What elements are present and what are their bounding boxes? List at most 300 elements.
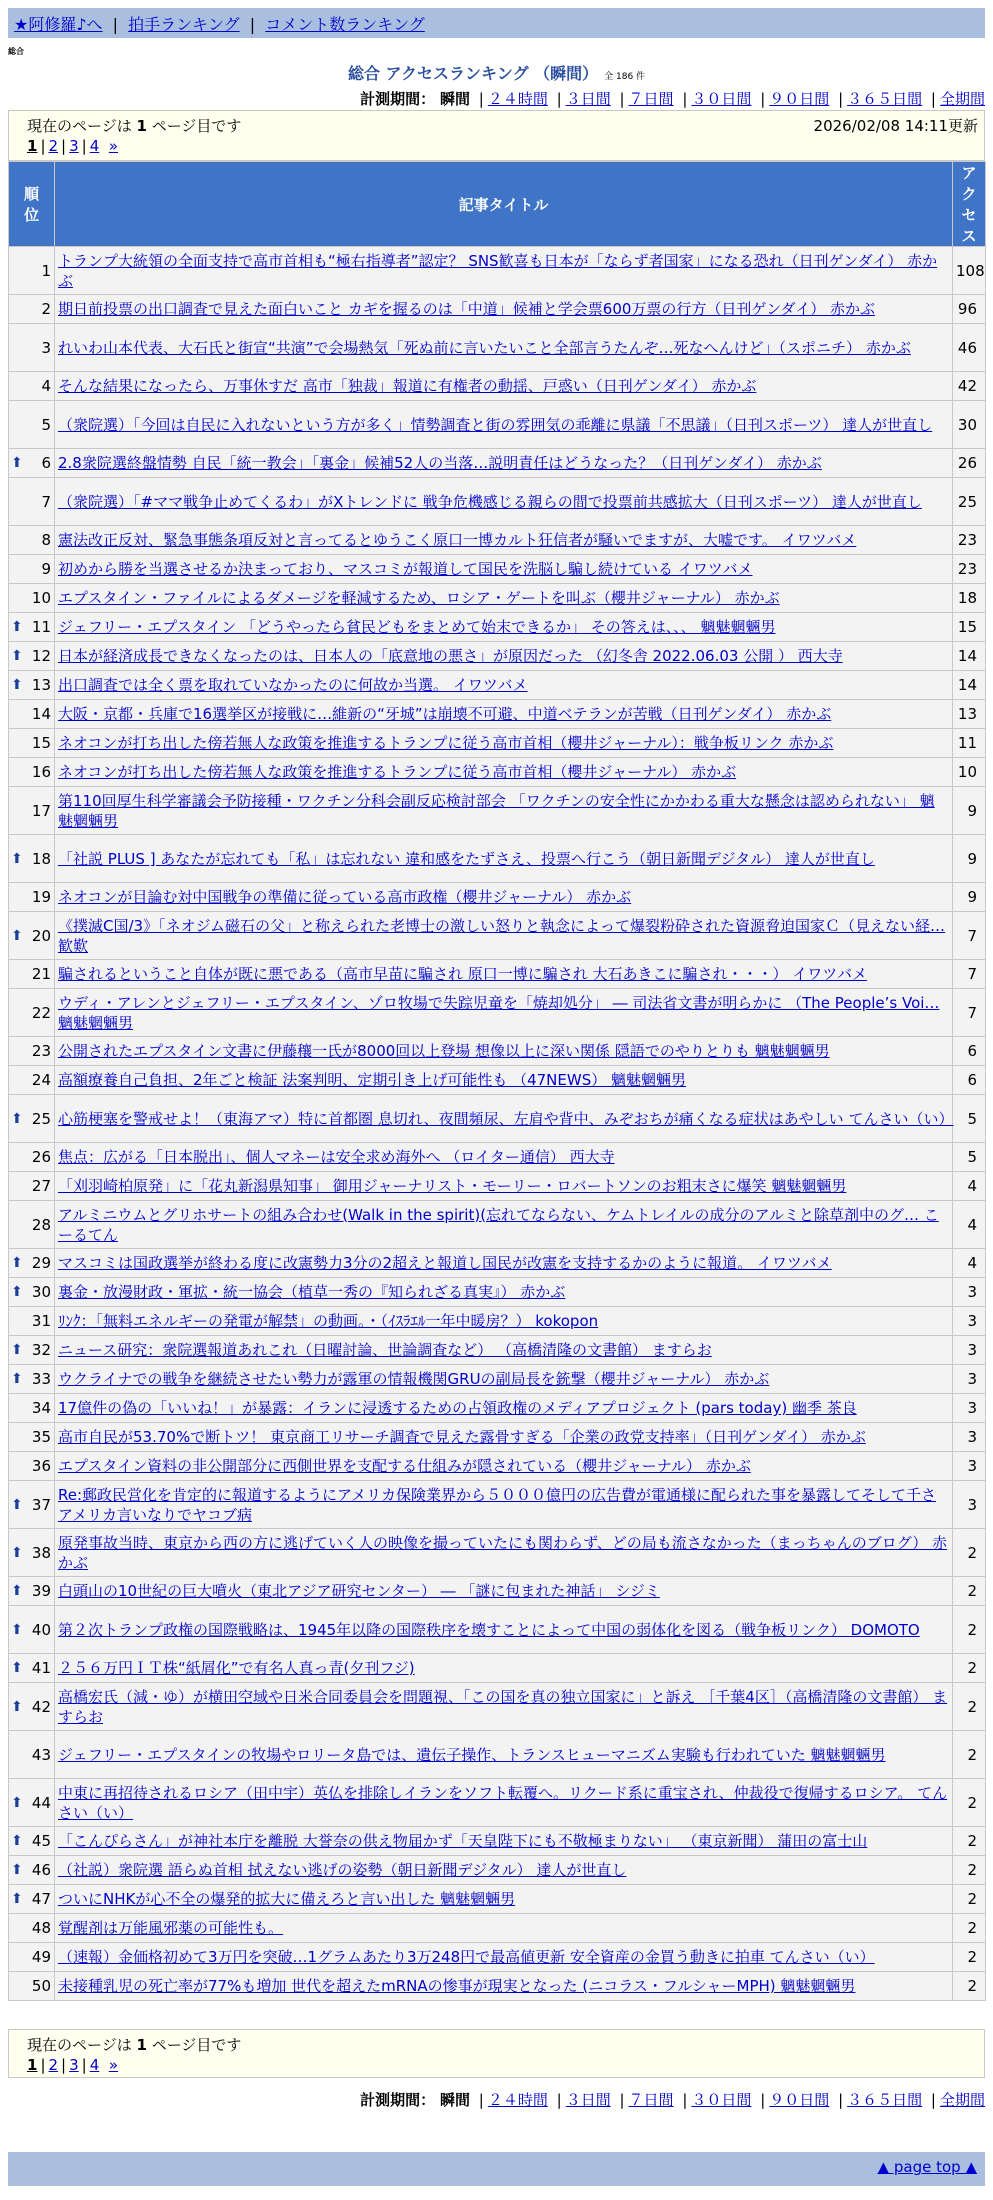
title-cell <box>55 989 953 1037</box>
rank-cell <box>9 1172 55 1201</box>
title-cell <box>55 835 953 883</box>
title-cell <box>55 1143 953 1172</box>
title-cell <box>55 1423 953 1452</box>
rank-number: 11 <box>31 618 51 636</box>
title-cell <box>55 1654 953 1683</box>
rank-number: 4 <box>41 377 51 395</box>
table-row <box>9 1423 986 1452</box>
page-info: 現在のページは 1 ページ目です <box>27 117 242 135</box>
period-90d[interactable]: ９０日間 <box>769 90 830 108</box>
article-link[interactable]: 「刈羽崎柏原発」に「花丸新潟県知事」 御用ジャーナリスト・モーリー・ロバートソンのお粗末さに爆笑 魑魅魍魎男 <box>58 1177 847 1195</box>
home-link[interactable]: ★阿修羅♪へ <box>14 15 103 34</box>
table-row <box>9 449 986 478</box>
title-cell <box>55 1779 953 1827</box>
title-cell <box>55 1336 953 1365</box>
rank-cell <box>9 1779 55 1827</box>
article-link[interactable]: ネオコンが目論む対中国戦争の準備に従っている高市政権（櫻井ジャーナル） 赤かぶ <box>58 888 632 906</box>
rank-cell <box>9 1481 55 1529</box>
article-link[interactable]: 原発事故当時、東京から西の方に逃げていく人の映像を撮っていたにも関わらず、どの局も流さなかった（まっちゃんのブログ） 赤かぶ <box>58 1533 948 1572</box>
rank-up-arrow-icon: ⬆ <box>11 677 23 693</box>
article-link[interactable]: 未接種乳児の死亡率が77%も増加 世代を超えたmRNAの惨事が現実となった (ニコラス・フルシャーMPH) 魑魅魍魎男 <box>58 1977 856 1995</box>
rank-number: 12 <box>31 647 51 665</box>
title-cell <box>55 1731 953 1779</box>
article-link[interactable]: （速報）金価格初めて3万円を突破…1グラムあたり3万248円で最高値更新 安全資産の金買う動きに拍車 てんさい（い） <box>58 1948 875 1966</box>
period-24h[interactable]: ２４時間 <box>487 90 548 108</box>
table-row <box>9 1336 986 1365</box>
period-label: 計測期間： <box>360 2091 436 2109</box>
article-link[interactable]: トランプ大統領の全面支持で高市首相も“極右指導者”認定？ SNS歓喜も日本が「ならず者国家」になる恐れ（日刊ゲンダイ） 赤かぶ <box>58 251 938 290</box>
table-row <box>9 1394 986 1423</box>
article-link[interactable]: 高橋宏氏（減・ゆ）が横田空域や日米合同委員会を問題視、「この国を真の独立国家に」と訴え ［千葉4区］（高橋清隆の文書館） ますらお <box>58 1687 948 1726</box>
rank-number: 33 <box>31 1370 51 1388</box>
title-cell <box>55 883 953 912</box>
rank-cell <box>9 1577 55 1606</box>
rank-cell <box>9 883 55 912</box>
rank-number: 34 <box>31 1399 51 1417</box>
table-row <box>9 758 986 787</box>
title-cell <box>55 1481 953 1529</box>
article-link[interactable]: ジェフリー・エプスタイン 「どうやったら貧民どもをまとめて始末できるか」 その答えは、、、 魑魅魍魎男 <box>58 618 776 636</box>
page-4-link[interactable]: 4 <box>89 2056 100 2074</box>
title-cell <box>55 401 953 449</box>
table-row <box>9 1172 986 1201</box>
access-count: 14 <box>953 671 986 700</box>
article-link[interactable]: エプスタイン・ファイルによるダメージを軽減するため、ロシア・ゲートを叫ぶ（櫻井ジャーナル） 赤かぶ <box>58 589 780 607</box>
table-row <box>9 787 986 835</box>
article-link[interactable]: 《撲滅C国/3》「ネオジム磁石の父」と称えられた老博士の激しい怒りと執念によって爆裂粉砕された資源脅迫国家Ｃ（見えない経… 歓歎 <box>58 916 945 955</box>
rank-number: 48 <box>31 1919 51 1937</box>
rank-number: 32 <box>31 1341 51 1359</box>
rank-cell <box>9 247 55 295</box>
access-count: 2 <box>953 1529 986 1577</box>
title-cell <box>55 1066 953 1095</box>
rank-cell <box>9 449 55 478</box>
rank-cell <box>9 1606 55 1654</box>
access-count: 30 <box>953 401 986 449</box>
rank-up-arrow-icon: ⬆ <box>11 1621 23 1638</box>
access-count: 3 <box>953 1278 986 1307</box>
rank-cell <box>9 1066 55 1095</box>
rank-cell <box>9 1423 55 1452</box>
rank-number: 2 <box>41 300 51 318</box>
table-row <box>9 1577 986 1606</box>
pagination: 1 | 2 | 3 | 4 » <box>27 137 118 155</box>
rank-cell <box>9 1037 55 1066</box>
rank-cell <box>9 1885 55 1914</box>
article-link[interactable]: 裏金・放漫財政・軍拡・統一協会（植草一秀の『知られざる真実』） 赤かぶ <box>58 1283 566 1301</box>
article-link[interactable]: 騙されるということ自体が既に悪である（高市早苗に騙され 原口一博に騙され 大石あきこに騙され・・・） イワツバメ <box>58 965 868 983</box>
article-link[interactable]: 公開されたエプスタイン文書に伊藤穰一氏が8000回以上登場 想像以上に深い関係 隠語でのやりとりも 魑魅魍魎男 <box>58 1042 830 1060</box>
pagination: 1 | 2 | 3 | 4 » <box>27 2056 118 2074</box>
rank-cell <box>9 1914 55 1943</box>
rank-number: 28 <box>31 1215 51 1234</box>
access-count: 5 <box>953 1143 986 1172</box>
total-count: 全 186 件 <box>604 72 646 82</box>
table-row <box>9 700 986 729</box>
table-row <box>9 912 986 960</box>
title-cell <box>55 1683 953 1731</box>
access-count: 2 <box>953 1914 986 1943</box>
pagination-panel-top <box>8 110 985 161</box>
table-row <box>9 1307 986 1336</box>
period-current: 瞬間 <box>439 2091 470 2109</box>
rank-cell <box>9 1452 55 1481</box>
article-link[interactable]: ウディ・アレンとジェフリー・エプスタイン、ゾロ牧場で失踪児童を「焼却処分」 ― 司法省文書が明らかに （The People’s Voi… 魑魅魍魎男 <box>58 993 940 1032</box>
article-link[interactable]: （社説）衆院選 語らぬ首相 拭えない逃げの姿勢（朝日新聞デジタル） 達人が世直し <box>58 1861 627 1879</box>
title-cell <box>55 1577 953 1606</box>
rank-up-arrow-icon: ⬆ <box>11 1371 23 1387</box>
nav-separator: | <box>112 15 119 34</box>
rank-up-arrow-icon: ⬆ <box>11 1862 23 1878</box>
access-count: 2 <box>953 1577 986 1606</box>
ranking-table <box>8 161 986 2001</box>
access-count: 3 <box>953 1307 986 1336</box>
article-link[interactable]: 覚醒剤は万能風邪薬の可能性も。 <box>58 1919 284 1937</box>
rank-up-arrow-icon: ⬆ <box>11 1891 23 1907</box>
article-link[interactable]: ﾘﾝｸ：「無料エネルギーの発電が解禁」の動画。・（ｲｽﾗｴﾙ一年中暖房？） kokopon <box>58 1312 599 1330</box>
title-cell <box>55 324 953 372</box>
page-2-link[interactable]: 2 <box>48 137 59 155</box>
rank-cell <box>9 401 55 449</box>
article-link[interactable]: ウクライナでの戦争を継続させたい勢力が露軍の情報機関GRUの副局長を銃撃（櫻井ジャーナル） 赤かぶ <box>58 1370 770 1388</box>
access-count: 2 <box>953 1827 986 1856</box>
page-top-link[interactable]: ▲ page top ▲ <box>877 2158 977 2176</box>
table-row <box>9 1972 986 2001</box>
article-link[interactable]: 出口調査では全く票を取れていなかったのに何故か当選。 イワツバメ <box>58 676 528 694</box>
access-count: 7 <box>953 960 986 989</box>
article-link[interactable]: ２５６万円ＩＴ株“紙屑化”で有名人真っ青(夕刊フジ) <box>58 1659 415 1677</box>
article-link[interactable]: 白頭山の10世紀の巨大噴火（東北アジア研究センター） ― 「謎に包まれた神話」 シジミ <box>58 1582 660 1600</box>
period-90d[interactable]: ９０日間 <box>769 2091 830 2109</box>
article-link[interactable]: 17億件の偽の「いいね！」が暴露：イランに浸透するための占領政権のメディアプロジェクト (pars today) 幽季 茶良 <box>58 1399 857 1417</box>
access-count: 10 <box>953 758 986 787</box>
period-current: 瞬間 <box>439 90 470 108</box>
rank-number: 30 <box>31 1283 51 1301</box>
rank-cell <box>9 295 55 324</box>
title-cell <box>55 1278 953 1307</box>
rank-cell <box>9 1336 55 1365</box>
rank-number: 22 <box>31 1003 51 1022</box>
rank-number: 31 <box>31 1312 51 1330</box>
access-count: 2 <box>953 1654 986 1683</box>
article-link[interactable]: 高額療養自己負担、2年ごと検証 法案判明、定期引き上げ可能性も （47NEWS） 魑魅魍魎男 <box>58 1071 686 1089</box>
article-link[interactable]: 第２次トランプ政権の国際戦略は、1945年以降の国際秩序を壊すことによって中国の弱体化を図る（戦争板リンク） DOMOTO <box>58 1620 920 1639</box>
article-link[interactable]: 心筋梗塞を警戒せよ！（東海アマ）特に首都圏 息切れ、夜間頻尿、左肩や背中、みぞおちが痛くなる症状はあやしい てんさい（い） <box>58 1109 954 1128</box>
page-3-link[interactable]: 3 <box>69 2056 79 2074</box>
article-link[interactable]: 期日前投票の出口調査で見えた面白いこと カギを握るのは「中道」候補と学会票600万票の行方（日刊ゲンダイ） 赤かぶ <box>58 300 875 318</box>
table-row <box>9 1779 986 1827</box>
rank-up-arrow-icon: ⬆ <box>11 1583 23 1599</box>
article-link[interactable]: 「社説 PLUS ] あなたが忘れても「私」は忘れない 違和感をたずさえ、投票へ行こう（朝日新聞デジタル） 達人が世直し <box>58 849 875 868</box>
rank-cell <box>9 671 55 700</box>
table-row <box>9 1654 986 1683</box>
title-cell <box>55 1095 953 1143</box>
rank-number: 5 <box>41 415 51 434</box>
article-link[interactable]: （衆院選）「#ママ戦争止めてくるわ」がXトレンドに 戦争危機感じる親らの間で投票前共感拡大（日刊スポーツ） 達人が世直し <box>58 492 922 511</box>
rank-number: 37 <box>31 1495 51 1514</box>
rank-cell <box>9 912 55 960</box>
title-cell <box>55 555 953 584</box>
period-all[interactable]: 全期間 <box>939 90 985 108</box>
rank-up-arrow-icon: ⬆ <box>11 648 23 664</box>
rank-number: 6 <box>41 454 51 472</box>
rank-cell <box>9 835 55 883</box>
article-link[interactable]: ニュース研究：衆院選報道あれこれ（日曜討論、世論調査など） （高橋清隆の文書館） ますらお <box>58 1341 712 1359</box>
title-cell <box>55 642 953 671</box>
page-current: 1 <box>27 2056 38 2074</box>
table-row <box>9 1452 986 1481</box>
table-row <box>9 1037 986 1066</box>
article-link[interactable]: れいわ山本代表、大石氏と街宣“共演”で会場熱気「死ぬ前に言いたいこと全部言うたんぞ…死なへんけど」（スポニチ） 赤かぶ <box>58 338 911 357</box>
article-link[interactable]: （衆院選）「今回は自民に入れないという方が多く」情勢調査と街の雰囲気の乖離に県議「不思議」（日刊スポーツ） 達人が世直し <box>58 415 933 434</box>
title-cell <box>55 1172 953 1201</box>
article-link[interactable]: 焦点：広がる「日本脱出」、個人マネーは安全求め海外へ （ロイター通信） 西大寺 <box>58 1148 615 1166</box>
article-link[interactable]: 第110回厚生科学審議会予防接種・ワクチン分科会副反応検討部会 「ワクチンの安全性にかかわる重大な懸念は認められない」 魑魅魍魎男 <box>58 791 935 830</box>
rank-number: 42 <box>31 1697 51 1716</box>
title-cell <box>55 1856 953 1885</box>
rank-cell <box>9 787 55 835</box>
rank-cell <box>9 324 55 372</box>
access-count: 3 <box>953 1394 986 1423</box>
rank-cell <box>9 1943 55 1972</box>
rank-cell <box>9 478 55 526</box>
rank-number: 43 <box>31 1745 51 1764</box>
rank-cell <box>9 1143 55 1172</box>
article-link[interactable]: アルミニウムとグリホサートの組み合わせ(Walk in the spirit)(忘れてならない、ケムトレイルの成分のアルミと除草剤中のグ… こーるてん <box>58 1205 939 1244</box>
article-link[interactable]: エプスタイン資料の非公開部分に西側世界を支配する仕組みが隠されている（櫻井ジャーナル） 赤かぶ <box>58 1457 751 1475</box>
access-count: 5 <box>953 1095 986 1143</box>
period-all[interactable]: 全期間 <box>939 2091 985 2109</box>
article-link[interactable]: 中東に再招待されるロシア（田中宇）英仏を排除しイランをソフト転覆へ。リクード系に重宝され、仲裁役で復帰するロシア。 てんさい（い） <box>58 1783 948 1822</box>
page-3-link[interactable]: 3 <box>69 137 79 155</box>
rank-number: 41 <box>31 1659 51 1677</box>
article-link[interactable]: 大阪・京都・兵庫で16選挙区が接戦に…維新の“牙城”は崩壊不可避、中道ベテランが苦戦（日刊ゲンダイ） 赤かぶ <box>58 705 832 723</box>
article-link[interactable]: ネオコンが打ち出した傍若無人な政策を推進するトランプに従う高市首相（櫻井ジャーナル） 赤かぶ <box>58 763 737 781</box>
table-row <box>9 295 986 324</box>
article-link[interactable]: Re:郵政民営化を肯定的に報道するようにアメリカ保険業界から５０００億円の広告費が電通様に配られた事を暴露してそして千さ アメリカ言いなりでヤコブ病 <box>58 1485 936 1524</box>
title-cell <box>55 1249 953 1278</box>
table-row <box>9 989 986 1037</box>
table-row <box>9 478 986 526</box>
rank-cell <box>9 526 55 555</box>
rank-number: 19 <box>31 888 51 906</box>
article-link[interactable]: ジェフリー・エプスタインの牧場やロリータ島では、遺伝子操作、トランスヒューマニズム実験も行われていた 魑魅魍魎男 <box>58 1745 886 1764</box>
period-selector-bottom: 計測期間： 瞬間 | ２４時間 | ３日間 | ７日間 | ３０日間 | ９０日間 | ３６５日間 | 全期間 <box>360 2091 985 2109</box>
title-cell <box>55 912 953 960</box>
access-count: 9 <box>953 883 986 912</box>
rank-cell <box>9 555 55 584</box>
period-30d[interactable]: ３０日間 <box>691 90 752 108</box>
access-count: 2 <box>953 1731 986 1779</box>
rank-cell <box>9 1201 55 1249</box>
table-row <box>9 584 986 613</box>
title-cell <box>55 1827 953 1856</box>
title-cell <box>55 1452 953 1481</box>
access-count: 2 <box>953 1779 986 1827</box>
rank-number: 1 <box>41 261 51 280</box>
title-cell <box>55 671 953 700</box>
access-count: 42 <box>953 372 986 401</box>
access-count: 4 <box>953 1249 986 1278</box>
rank-number: 27 <box>31 1177 51 1195</box>
article-link[interactable]: ついにNHKが心不全の爆発的拡大に備えろと言い出した 魑魅魍魎男 <box>58 1890 516 1908</box>
rank-cell <box>9 1529 55 1577</box>
rank-number: 40 <box>31 1620 51 1639</box>
rank-number: 25 <box>31 1109 51 1128</box>
next-page-link[interactable]: » <box>108 137 118 155</box>
access-count: 9 <box>953 835 986 883</box>
footer-bar <box>8 2152 985 2186</box>
access-count: 11 <box>953 729 986 758</box>
table-row <box>9 613 986 642</box>
access-count: 2 <box>953 1856 986 1885</box>
top-nav-bar <box>8 8 985 38</box>
access-count: 13 <box>953 700 986 729</box>
access-header: アクセス <box>953 162 986 247</box>
title-cell <box>55 1914 953 1943</box>
pagination-panel-bottom <box>8 2029 985 2078</box>
period-30d[interactable]: ３０日間 <box>691 2091 752 2109</box>
title-cell <box>55 478 953 526</box>
table-row <box>9 883 986 912</box>
rank-number: 49 <box>31 1948 51 1966</box>
rank-cell <box>9 372 55 401</box>
title-cell <box>55 449 953 478</box>
table-row <box>9 1066 986 1095</box>
rank-cell <box>9 1095 55 1143</box>
rank-number: 3 <box>41 338 51 357</box>
ranking-rows <box>9 247 986 2001</box>
rank-number: 14 <box>31 705 51 723</box>
rank-up-arrow-icon: ⬆ <box>11 1544 23 1561</box>
period-24h[interactable]: ２４時間 <box>487 2091 548 2109</box>
rank-cell <box>9 1827 55 1856</box>
access-count: 26 <box>953 449 986 478</box>
rank-number: 38 <box>31 1543 51 1562</box>
next-page-link[interactable]: » <box>108 2056 118 2074</box>
access-count: 4 <box>953 1201 986 1249</box>
rank-cell <box>9 1683 55 1731</box>
access-count: 3 <box>953 1365 986 1394</box>
table-row <box>9 1827 986 1856</box>
rank-header: 順位 <box>9 162 55 247</box>
rank-cell <box>9 1307 55 1336</box>
table-row <box>9 1731 986 1779</box>
access-count: 3 <box>953 1423 986 1452</box>
table-row <box>9 372 986 401</box>
rank-number: 15 <box>31 734 51 752</box>
access-count: 23 <box>953 555 986 584</box>
period-365d[interactable]: ３６５日間 <box>847 2091 923 2109</box>
rank-cell <box>9 989 55 1037</box>
access-count: 4 <box>953 1172 986 1201</box>
rank-number: 29 <box>31 1254 51 1272</box>
page-current: 1 <box>27 137 38 155</box>
access-count: 18 <box>953 584 986 613</box>
title-cell <box>55 1037 953 1066</box>
period-label: 計測期間： <box>360 90 436 108</box>
period-selector-top: 計測期間： 瞬間 | ２４時間 | ３日間 | ７日間 | ３０日間 | ９０日間 | ３６５日間 | 全期間 <box>360 90 985 108</box>
page-title-text: 総合 アクセスランキング （瞬間） <box>347 64 599 83</box>
rank-cell <box>9 1278 55 1307</box>
title-cell <box>55 960 953 989</box>
page-4-link[interactable]: 4 <box>89 137 100 155</box>
title-cell <box>55 1529 953 1577</box>
period-365d[interactable]: ３６５日間 <box>847 90 923 108</box>
nav-separator: | <box>249 15 256 34</box>
rank-cell <box>9 1365 55 1394</box>
title-cell <box>55 247 953 295</box>
access-count: 2 <box>953 1972 986 2001</box>
rank-cell <box>9 613 55 642</box>
rank-number: 50 <box>31 1977 51 1995</box>
title-cell <box>55 1394 953 1423</box>
table-row <box>9 401 986 449</box>
rank-number: 44 <box>31 1793 51 1812</box>
table-row <box>9 1095 986 1143</box>
period-7d[interactable]: ７日間 <box>628 90 674 108</box>
table-row <box>9 642 986 671</box>
article-link[interactable]: マスコミは国政選挙が終わる度に改憲勢力3分の2超えと報道し国民が改憲を支持するかのように報道。 イワツバメ <box>58 1254 832 1272</box>
rank-cell <box>9 1249 55 1278</box>
rank-number: 35 <box>31 1428 51 1446</box>
rank-cell <box>9 642 55 671</box>
rank-number: 18 <box>31 849 51 868</box>
rank-up-arrow-icon: ⬆ <box>11 1660 23 1676</box>
rank-number: 23 <box>31 1042 51 1060</box>
rank-number: 13 <box>31 676 51 694</box>
rank-up-arrow-icon: ⬆ <box>11 1698 23 1715</box>
applause-ranking-link[interactable]: 拍手ランキング <box>128 15 240 34</box>
title-cell <box>55 1606 953 1654</box>
period-7d[interactable]: ７日間 <box>628 2091 674 2109</box>
rank-up-arrow-icon: ⬆ <box>11 1284 23 1300</box>
rank-up-arrow-icon: ⬆ <box>11 850 23 867</box>
rank-cell <box>9 1394 55 1423</box>
table-row <box>9 960 986 989</box>
rank-up-arrow-icon: ⬆ <box>11 1255 23 1271</box>
rank-number: 16 <box>31 763 51 781</box>
title-cell <box>55 758 953 787</box>
article-link[interactable]: ネオコンが打ち出した傍若無人な政策を推進するトランプに従う高市首相（櫻井ジャーナル）：戦争板リンク 赤かぶ <box>58 734 834 752</box>
article-link[interactable]: 初めから勝を当選させるか決まっており、マスコミが報道して国民を洗脳し騙し続けている イワツバメ <box>58 560 753 578</box>
access-count: 7 <box>953 912 986 960</box>
table-row <box>9 1885 986 1914</box>
rank-cell <box>9 1654 55 1683</box>
article-link[interactable]: 憲法改正反対、緊急事態条項反対と言ってるとゆうこく原口一博カルト狂信者が騒いでますが、大嘘です。 イワツバメ <box>58 531 857 549</box>
rank-number: 36 <box>31 1457 51 1475</box>
article-link[interactable]: 高市自民が53.70%で断トツ！ 東京商工リサーチ調査で見えた露骨すぎる「企業の政党支持率」（日刊ゲンダイ） 赤かぶ <box>58 1428 866 1446</box>
article-link[interactable]: そんな結果になったら、万事休すだ 高市「独裁」報道に有権者の動揺、戸惑い（日刊ゲンダイ） 赤かぶ <box>58 377 757 395</box>
rank-cell <box>9 1731 55 1779</box>
access-count: 2 <box>953 1885 986 1914</box>
table-header <box>9 162 986 247</box>
updated-timestamp: 2026/02/08 14:11更新 <box>813 117 978 135</box>
title-cell <box>55 1885 953 1914</box>
comment-ranking-link[interactable]: コメント数ランキング <box>265 15 425 34</box>
title-cell <box>55 526 953 555</box>
page-2-link[interactable]: 2 <box>48 2056 59 2074</box>
rank-cell <box>9 584 55 613</box>
table-row <box>9 1606 986 1654</box>
article-link[interactable]: 「こんぴらさん」が神社本庁を離脱 大誉奈の供え物届かず「天皇陛下にも不敬極まりない」 （東京新聞） 蒲田の富士山 <box>58 1832 868 1850</box>
article-link[interactable]: 2.8衆院選終盤情勢 自民「統一教会」「裏金」候補52人の当落…説明責任はどうなった？（日刊ゲンダイ） 赤かぶ <box>58 454 822 472</box>
article-link[interactable]: 日本が経済成長できなくなったのは、日本人の「底意地の悪さ」が原因だった （幻冬舎 2022.06.03 公開 ） 西大寺 <box>58 647 843 665</box>
rank-number: 9 <box>41 560 51 578</box>
period-3d[interactable]: ３日間 <box>565 90 611 108</box>
title-cell <box>55 1972 953 2001</box>
period-3d[interactable]: ３日間 <box>565 2091 611 2109</box>
